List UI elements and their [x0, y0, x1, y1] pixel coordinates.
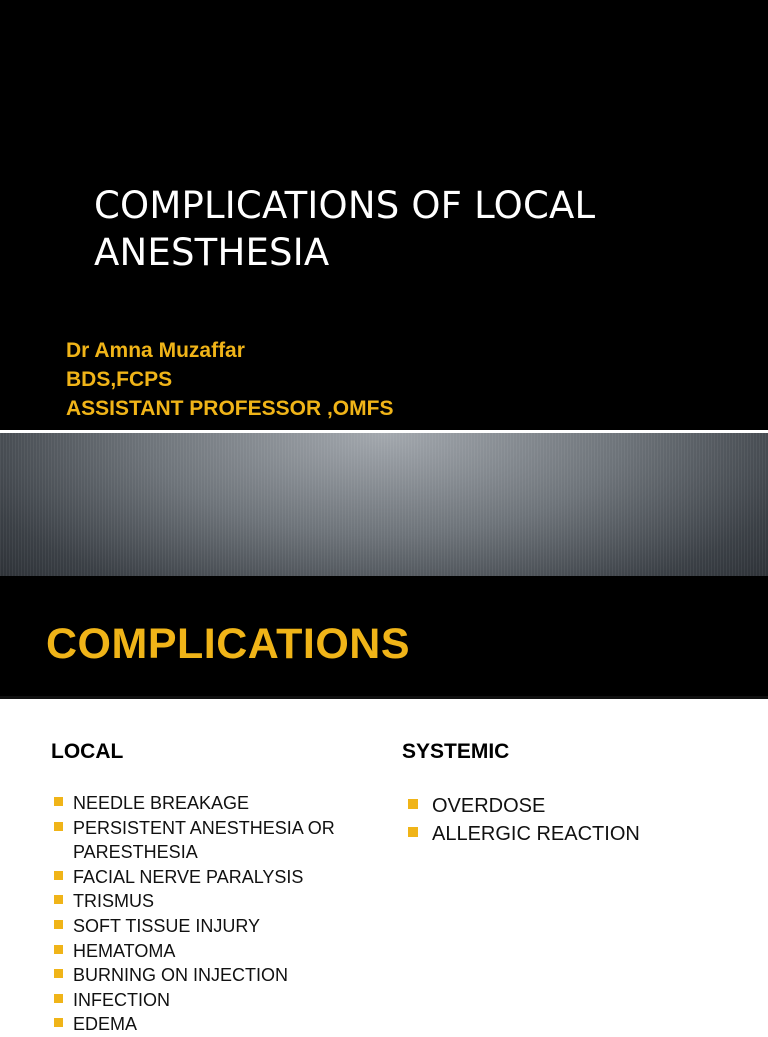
list-item: BURNING ON INJECTION	[52, 963, 352, 988]
list-item: SOFT TISSUE INJURY	[52, 914, 352, 939]
square-bullet-icon	[54, 895, 63, 904]
list-item: PERSISTENT ANESTHESIA OR PARESTHESIA	[52, 816, 352, 865]
slide-2-border	[0, 696, 768, 699]
local-complications-list	[52, 791, 352, 1037]
square-bullet-icon	[408, 799, 418, 809]
list-item: INFECTION	[52, 988, 352, 1013]
systemic-complications-list	[406, 792, 746, 848]
decorative-gradient-band	[0, 433, 768, 576]
square-bullet-icon	[54, 797, 63, 806]
list-item: ALLERGIC REACTION	[406, 820, 746, 848]
square-bullet-icon	[408, 827, 418, 837]
square-bullet-icon	[54, 1018, 63, 1027]
author-name: Dr Amna Muzaffar	[66, 339, 245, 362]
slide-title-line-1: COMPLICATIONS OF LOCAL	[94, 184, 596, 227]
local-column-heading: LOCAL	[51, 740, 124, 763]
square-bullet-icon	[54, 969, 63, 978]
square-bullet-icon	[54, 871, 63, 880]
systemic-column-heading: SYSTEMIC	[402, 740, 510, 763]
slide-2-heading: COMPLICATIONS	[46, 620, 411, 668]
slide-title	[94, 182, 734, 276]
list-item: NEEDLE BREAKAGE	[52, 791, 352, 816]
author-position: ASSISTANT PROFESSOR ,OMFS	[66, 397, 394, 420]
list-item: TRISMUS	[52, 889, 352, 914]
author-block	[66, 336, 393, 423]
list-item: HEMATOMA	[52, 939, 352, 964]
list-item: OVERDOSE	[406, 792, 746, 820]
square-bullet-icon	[54, 945, 63, 954]
square-bullet-icon	[54, 994, 63, 1003]
square-bullet-icon	[54, 822, 63, 831]
list-item: FACIAL NERVE PARALYSIS	[52, 865, 352, 890]
list-item: EDEMA	[52, 1012, 352, 1037]
square-bullet-icon	[54, 920, 63, 929]
slide-title-line-2: ANESTHESIA	[94, 231, 330, 274]
author-degrees: BDS,FCPS	[66, 368, 173, 391]
